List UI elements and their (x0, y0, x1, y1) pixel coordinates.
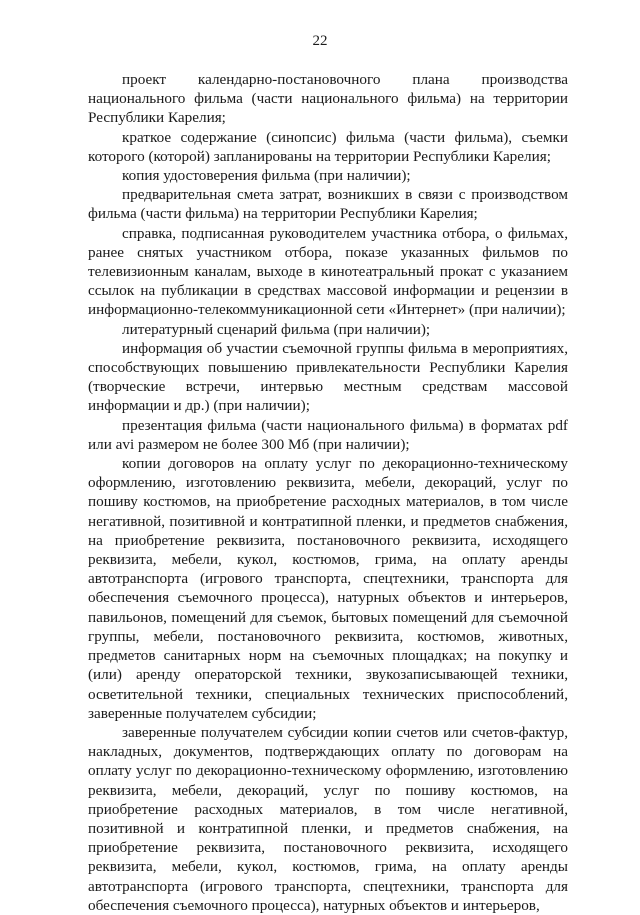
document-body (88, 70, 568, 915)
list-item-presentation: презентация фильма (части национального фильма) в форматах pdf или avi размером не более 300 Мб (при наличии); (88, 416, 568, 453)
list-item-film-certificate: копия удостоверения фильма (при наличии); (122, 167, 411, 185)
list-item-synopsis: краткое содержание (синопсис) фильма (части фильма), съемки которого (которой) запланированы на территории Республики Карелия; (88, 128, 568, 165)
list-item-contract-copies: копии договоров на оплату услуг по декорационно-техническому оформлению, изготовлению реквизита, мебели, декораций, услуг по пошиву костюмов, на приобретение расходных материалов, в том числе негативной, позитивной и контратипной пленки, и предметов снабжения, на приобретение реквизита, постановочного реквизита, исходящего реквизита, мебели, кукол, костюмов, грима, на оплату аренды автотранспорта (игрового транспорта, спецтехники, транспорта для обеспечения съемочного процесса), натурных объектов и интерьеров, павильонов, помещений для съемок, бытовых помещений для съемочной группы, мебели, постановочного реквизита, костюмов, животных, предметов санитарных норм на съемочных площадках; на покупку и (или) аренду операторской техники, звукозаписывающей техники, осветительной техники, специальных технических приспособлений, заверенные получателем субсидии; (88, 455, 568, 722)
list-item-invoice-copies: заверенные получателем субсидии копии счетов или счетов-фактур, накладных, документов, подтверждающих оплату по договорам на оплату услуг по декорационно-техническому оформлению, изготовлению реквизита, мебели, декораций, услуг по пошиву костюмов, на приобретение расходных материалов, в том числе негативной, позитивной и контратипной пленки, и предметов снабжения, на приобретение реквизита, постановочного реквизита, исходящего реквизита, мебели, кукол, костюмов, грима, на оплату аренды автотранспорта (игрового транспорта, спецтехники, транспорта для обеспечения съемочного процесса), натурных объектов и интерьеров, (88, 723, 568, 914)
list-item-prior-films-reference: справка, подписанная руководителем участника отбора, о фильмах, ранее снятых участником отбора, показе указанных фильмов по телевизионным каналам, выходе в кинотеатральный прокат с указанием ссылок на публикации в средствах массовой информации и рецензии в информационно-телекоммуникационной сети «Интернет» (при наличии); (88, 224, 568, 319)
page-number: 22 (312, 33, 328, 49)
list-item-cost-estimate: предварительная смета затрат, возникших в связи с производством фильма (части фильма) на территории Республики Карелия; (88, 186, 568, 223)
list-item-crew-events: информация об участии съемочной группы фильма в мероприятиях, способствующих повышению привлекательности Республики Карелия (творческие встречи, интервью местным средствам массовой информации и др.) (при наличии); (88, 339, 568, 415)
list-item-calendar-plan: проект календарно-постановочного плана производства национального фильма (части национального фильма) на территории Республики Карелия; (88, 71, 568, 127)
list-item-screenplay: литературный сценарий фильма (при наличии); (122, 320, 431, 338)
